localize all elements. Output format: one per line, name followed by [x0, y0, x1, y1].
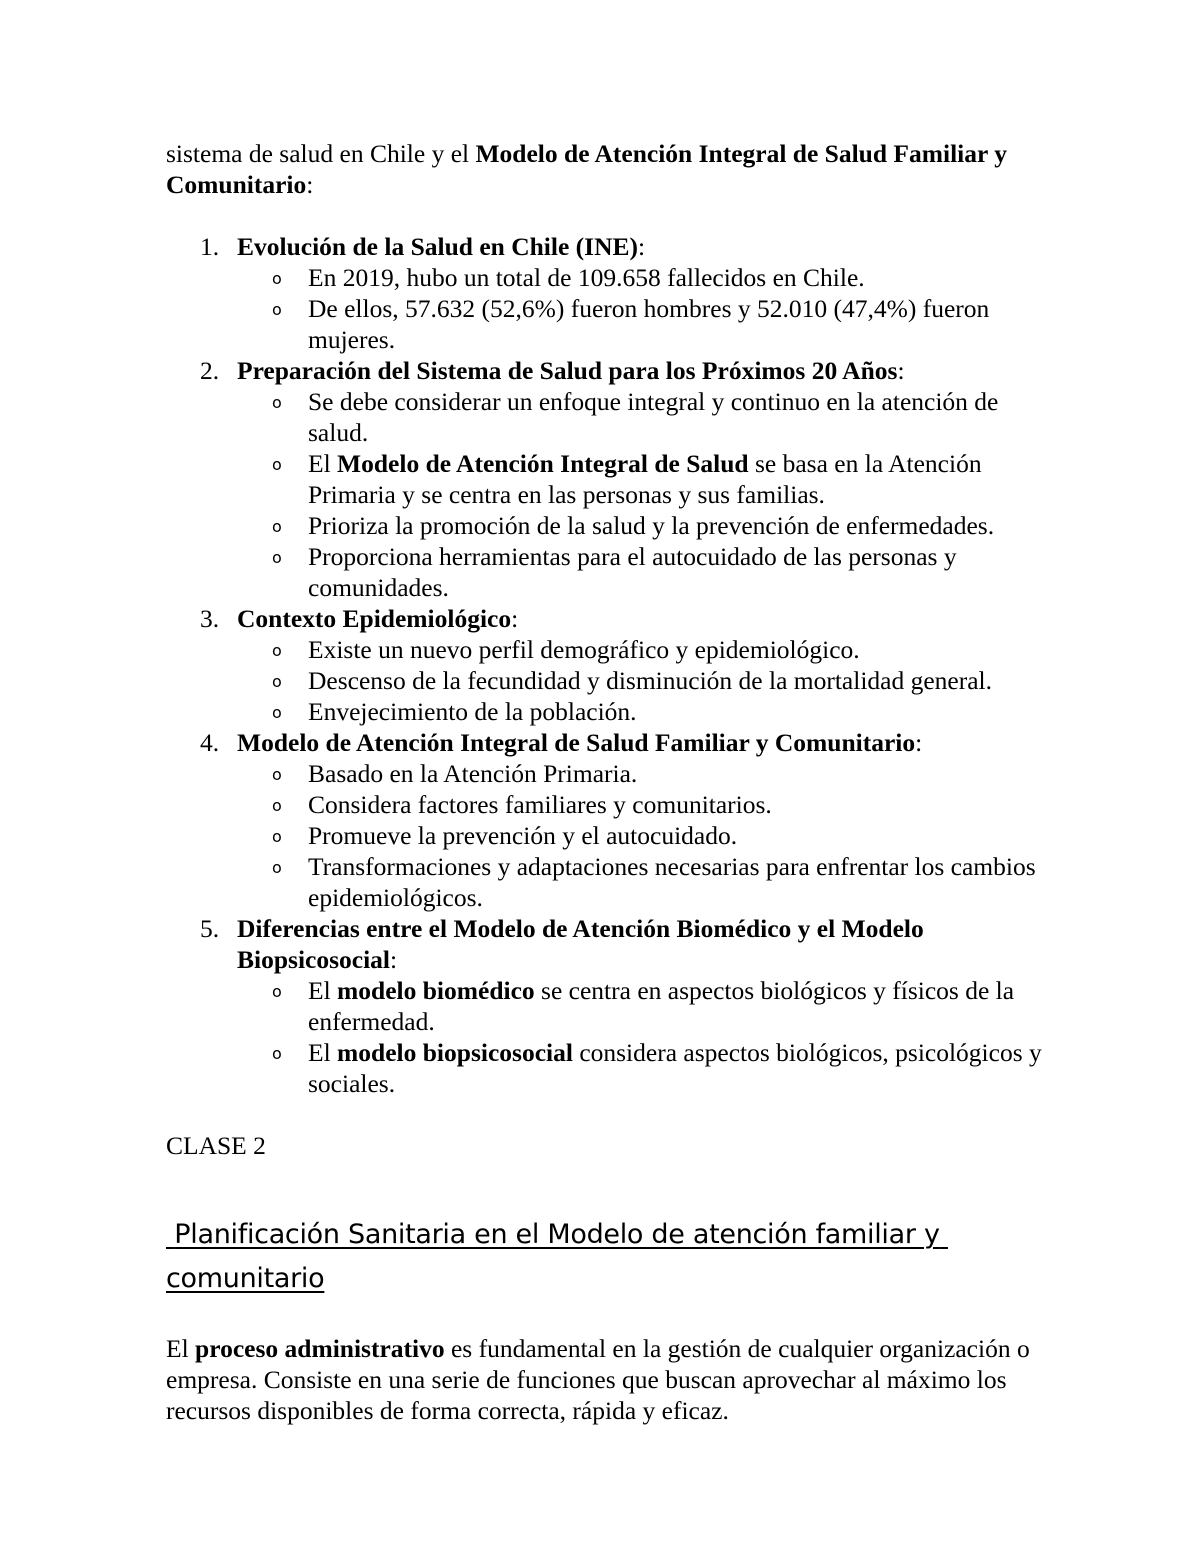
bullet-item — [237, 448, 1046, 510]
intro-colon: : — [306, 170, 314, 199]
paragraph-bold-text: proceso administrativo — [195, 1334, 445, 1363]
bullet-text: Existe un nuevo perfil demográfico y epidemiológico. — [308, 635, 860, 664]
bullet-text: El — [308, 976, 338, 1005]
bullet-text: considera aspectos biológicos, psicológicos y sociales. — [308, 1038, 1042, 1098]
bullet-marker-icon: o — [272, 517, 282, 536]
bullet-marker-icon: o — [272, 765, 282, 784]
bullet-text: Transformaciones y adaptaciones necesarias para enfrentar los cambios epidemiológicos. — [308, 852, 1036, 912]
bullet-bold-text: modelo biopsicosocial — [337, 1038, 573, 1067]
bullet-marker-icon: o — [272, 796, 282, 815]
bullet-text: Se debe considerar un enfoque integral y continuo en la atención de salud. — [308, 387, 999, 447]
list-item-section-2 — [166, 355, 1046, 603]
list-item-section-4 — [166, 727, 1046, 913]
bullet-item — [237, 789, 1046, 820]
bullet-item — [237, 851, 1046, 913]
bullet-bold-text: Modelo de Atención Integral de Salud — [337, 449, 749, 478]
bullet-list — [237, 758, 1046, 913]
bullet-list — [237, 386, 1046, 603]
bullet-item — [237, 510, 1046, 541]
section-title-colon: : — [897, 356, 905, 385]
section-title: Modelo de Atención Integral de Salud Familiar y Comunitario — [237, 728, 916, 757]
numbered-list — [166, 231, 1046, 1099]
bullet-text: En 2019, hubo un total de 109.658 fallecidos en Chile. — [308, 263, 865, 292]
section-title: Preparación del Sistema de Salud para los Próximos 20 Años — [237, 356, 898, 385]
section-title-line — [237, 603, 1046, 634]
bullet-marker-icon: o — [272, 300, 282, 319]
intro-text: sistema de salud en Chile y el — [166, 139, 476, 168]
bullet-marker-icon: o — [272, 1044, 282, 1063]
bullet-bold-text: modelo biomédico — [337, 976, 535, 1005]
bullet-text: De ellos, 57.632 (52,6%) fueron hombres y 52.010 (47,4%) fueron mujeres. — [308, 294, 990, 354]
paragraph-text: El — [166, 1334, 196, 1363]
bullet-marker-icon: o — [272, 827, 282, 846]
bullet-item — [237, 758, 1046, 789]
list-number: 1. — [200, 232, 220, 261]
list-number: 4. — [200, 728, 220, 757]
bullet-text: Envejecimiento de la población. — [308, 697, 637, 726]
list-item-section-5 — [166, 913, 1046, 1099]
list-item-section-3 — [166, 603, 1046, 727]
section-title-colon: : — [390, 945, 398, 974]
bullet-text: Basado en la Atención Primaria. — [308, 759, 638, 788]
bullet-item — [237, 386, 1046, 448]
list-number: 5. — [200, 914, 220, 943]
bullet-marker-icon: o — [272, 982, 282, 1001]
bullet-item — [237, 696, 1046, 727]
section-title-line — [237, 727, 1046, 758]
bullet-text: se basa en la Atención Primaria y se centra en las personas y sus familias. — [308, 449, 982, 509]
section-title-colon: : — [638, 232, 646, 261]
bullet-item — [237, 262, 1046, 293]
body-paragraph — [166, 1333, 1046, 1426]
bullet-text: Proporciona herramientas para el autocuidado de las personas y comunidades. — [308, 542, 957, 602]
intro-bold-text: Modelo de Atención Integral de Salud Familiar y Comunitario — [166, 139, 1007, 199]
paragraph-text-continued: es fundamental en la gestión de cualquier organización o empresa. Consiste en una serie de funciones que buscan aprovechar al máximo los recursos disponibles de forma correcta, rápida y eficaz. — [166, 1334, 1030, 1425]
list-number: 3. — [200, 604, 220, 633]
bullet-item — [237, 975, 1046, 1037]
bullet-marker-icon: o — [272, 393, 282, 412]
list-number: 2. — [200, 356, 220, 385]
bullet-text: se centra en aspectos biológicos y físicos de la enfermedad. — [308, 976, 1015, 1036]
bullet-item — [237, 541, 1046, 603]
bullet-marker-icon: o — [272, 641, 282, 660]
list-item-section-1 — [166, 231, 1046, 355]
section-title-colon: : — [511, 604, 519, 633]
section-title-line — [237, 913, 1046, 975]
bullet-text: Considera factores familiares y comunitarios. — [308, 790, 772, 819]
bullet-marker-icon: o — [272, 548, 282, 567]
bullet-list — [237, 262, 1046, 355]
bullet-marker-icon: o — [272, 703, 282, 722]
bullet-item — [237, 665, 1046, 696]
section-heading: Planificación Sanitaria en el Modelo de atención familiar y comunitario — [166, 1219, 948, 1294]
clase-label: CLASE 2 — [166, 1131, 266, 1160]
bullet-list — [237, 634, 1046, 727]
bullet-item — [237, 820, 1046, 851]
section-title: Evolución de la Salud en Chile (INE) — [237, 232, 638, 261]
bullet-text: Prioriza la promoción de la salud y la prevención de enfermedades. — [308, 511, 995, 540]
section-title: Diferencias entre el Modelo de Atención Biomédico y el Modelo Biopsicosocial — [237, 914, 924, 974]
section-title: Contexto Epidemiológico — [237, 604, 512, 633]
bullet-item — [237, 293, 1046, 355]
bullet-item — [237, 634, 1046, 665]
bullet-list — [237, 975, 1046, 1099]
bullet-text: El — [308, 449, 338, 478]
bullet-text: Promueve la prevención y el autocuidado. — [308, 821, 738, 850]
section-title-line — [237, 231, 1046, 262]
bullet-text: Descenso de la fecundidad y disminución de la mortalidad general. — [308, 666, 993, 695]
bullet-marker-icon: o — [272, 858, 282, 877]
bullet-marker-icon: o — [272, 455, 282, 474]
intro-paragraph — [166, 138, 1046, 200]
bullet-marker-icon: o — [272, 269, 282, 288]
bullet-text: El — [308, 1038, 338, 1067]
document-body — [166, 138, 1046, 1426]
section-title-line — [237, 355, 1046, 386]
section-title-colon: : — [915, 728, 923, 757]
bullet-item — [237, 1037, 1046, 1099]
bullet-marker-icon: o — [272, 672, 282, 691]
